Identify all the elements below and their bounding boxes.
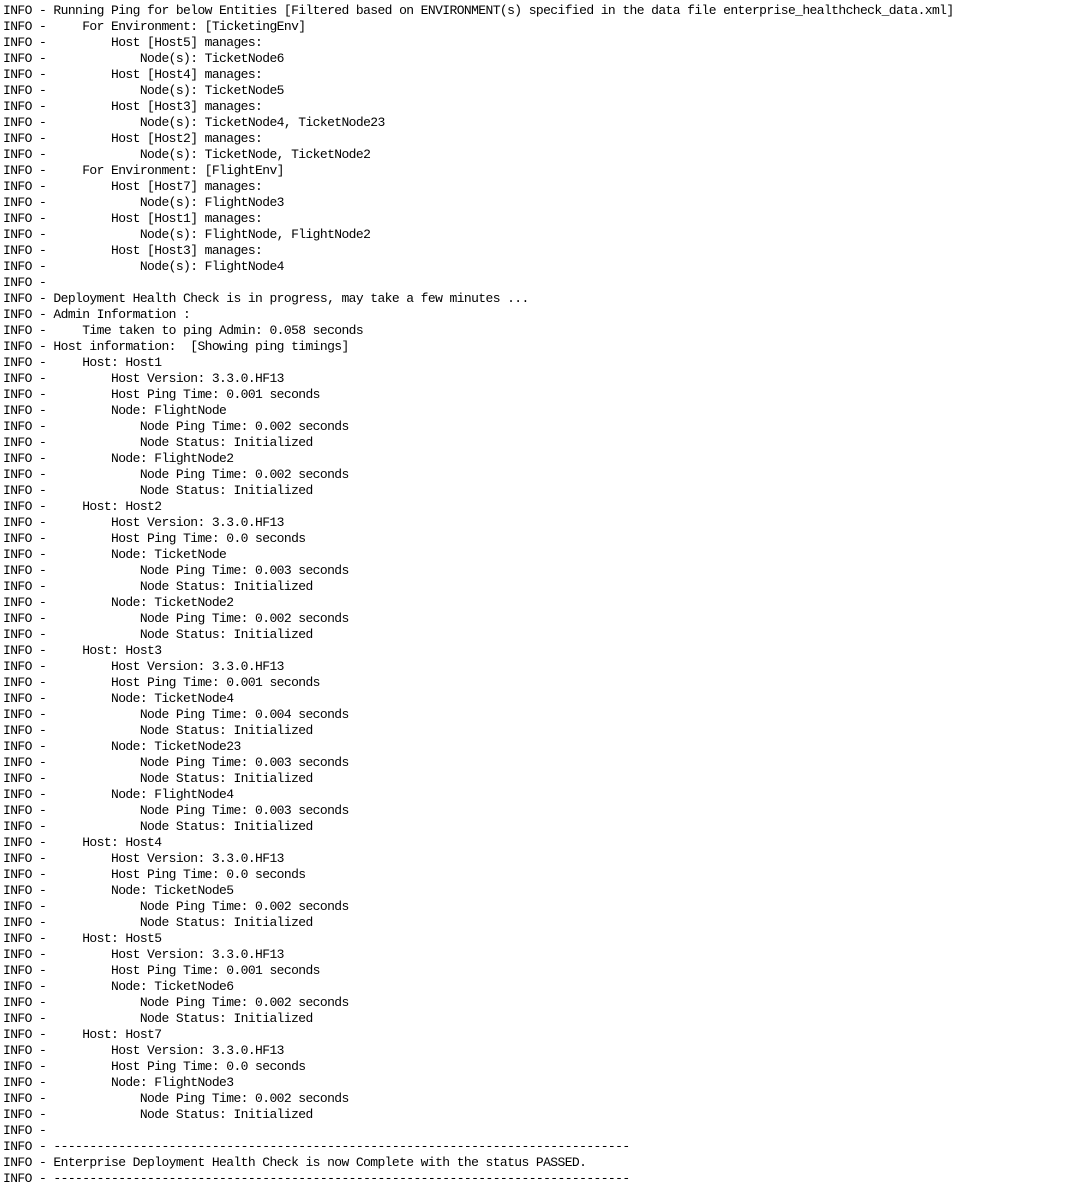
log-message: Host Version: 3.3.0.HF13 (53, 1043, 284, 1058)
log-level-prefix: INFO - (3, 227, 54, 242)
log-level-prefix: INFO - (3, 675, 54, 690)
log-message: Deployment Health Check is in progress, may take a few minutes ... (53, 291, 529, 306)
log-line (3, 419, 1063, 435)
log-message: For Environment: [TicketingEnv] (53, 19, 306, 34)
log-level-prefix: INFO - (3, 179, 54, 194)
log-line (3, 227, 1063, 243)
log-level-prefix: INFO - (3, 947, 54, 962)
log-message: Node(s): TicketNode4, TicketNode23 (53, 115, 385, 130)
log-line (3, 483, 1063, 499)
log-message: Host [Host7] manages: (53, 179, 263, 194)
log-line (3, 403, 1063, 419)
log-line (3, 1027, 1063, 1043)
log-line (3, 147, 1063, 163)
log-level-prefix: INFO - (3, 115, 54, 130)
log-level-prefix: INFO - (3, 499, 54, 514)
log-message: Node: FlightNode2 (53, 451, 234, 466)
log-level-prefix: INFO - (3, 1059, 54, 1074)
log-message: Node(s): FlightNode3 (53, 195, 284, 210)
log-level-prefix: INFO - (3, 307, 54, 322)
log-message: Host Ping Time: 0.001 seconds (53, 387, 320, 402)
log-message: Node Status: Initialized (53, 483, 313, 498)
log-level-prefix: INFO - (3, 1171, 54, 1186)
log-line (3, 675, 1063, 691)
log-line (3, 499, 1063, 515)
log-message: Host [Host3] manages: (53, 99, 263, 114)
log-message: Host [Host3] manages: (53, 243, 263, 258)
log-level-prefix: INFO - (3, 1107, 54, 1122)
log-level-prefix: INFO - (3, 995, 54, 1010)
log-level-prefix: INFO - (3, 787, 54, 802)
log-level-prefix: INFO - (3, 131, 54, 146)
log-line (3, 1139, 1063, 1155)
log-level-prefix: INFO - (3, 1091, 54, 1106)
log-message: Node Status: Initialized (53, 771, 313, 786)
log-message: For Environment: [FlightEnv] (53, 163, 284, 178)
log-level-prefix: INFO - (3, 931, 54, 946)
log-line (3, 1123, 1063, 1139)
log-message: Node: FlightNode (53, 403, 227, 418)
log-line (3, 1059, 1063, 1075)
log-level-prefix: INFO - (3, 211, 54, 226)
log-level-prefix: INFO - (3, 259, 54, 274)
log-line (3, 1107, 1063, 1123)
log-message: Host: Host5 (53, 931, 162, 946)
log-line (3, 83, 1063, 99)
log-level-prefix: INFO - (3, 163, 54, 178)
log-level-prefix: INFO - (3, 323, 54, 338)
log-message: Node: TicketNode2 (53, 595, 234, 610)
log-level-prefix: INFO - (3, 627, 54, 642)
log-line (3, 995, 1063, 1011)
log-line (3, 435, 1063, 451)
log-line (3, 531, 1063, 547)
log-line (3, 899, 1063, 915)
log-line (3, 387, 1063, 403)
log-level-prefix: INFO - (3, 771, 54, 786)
log-level-prefix: INFO - (3, 595, 54, 610)
log-line (3, 1091, 1063, 1107)
log-message: Node Status: Initialized (53, 435, 313, 450)
log-message: Node: FlightNode4 (53, 787, 234, 802)
log-message: Node(s): FlightNode4 (53, 259, 284, 274)
log-level-prefix: INFO - (3, 963, 54, 978)
log-level-prefix: INFO - (3, 755, 54, 770)
log-level-prefix: INFO - (3, 643, 54, 658)
log-message: Node: TicketNode (53, 547, 227, 562)
log-level-prefix: INFO - (3, 563, 54, 578)
log-line (3, 51, 1063, 67)
log-level-prefix: INFO - (3, 275, 54, 290)
log-message: Node Status: Initialized (53, 1011, 313, 1026)
log-message: Host [Host5] manages: (53, 35, 263, 50)
log-message: Node Status: Initialized (53, 627, 313, 642)
log-line (3, 115, 1063, 131)
log-level-prefix: INFO - (3, 835, 54, 850)
log-level-prefix: INFO - (3, 803, 54, 818)
log-line (3, 627, 1063, 643)
log-message: Node Ping Time: 0.002 seconds (53, 419, 349, 434)
log-level-prefix: INFO - (3, 979, 54, 994)
log-line (3, 19, 1063, 35)
log-level-prefix: INFO - (3, 547, 54, 562)
log-message: -------------------------------------------------------------------------------- (53, 1171, 630, 1186)
log-message: Host Version: 3.3.0.HF13 (53, 851, 284, 866)
log-line (3, 275, 1063, 291)
log-message: Node Ping Time: 0.002 seconds (53, 995, 349, 1010)
log-message: Node: TicketNode5 (53, 883, 234, 898)
log-message: Time taken to ping Admin: 0.058 seconds (53, 323, 364, 338)
log-level-prefix: INFO - (3, 1011, 54, 1026)
log-message: Host: Host2 (53, 499, 162, 514)
log-message: Host: Host1 (53, 355, 162, 370)
log-level-prefix: INFO - (3, 51, 54, 66)
log-level-prefix: INFO - (3, 67, 54, 82)
log-level-prefix: INFO - (3, 579, 54, 594)
log-line (3, 611, 1063, 627)
log-message: Host [Host1] manages: (53, 211, 263, 226)
log-line (3, 323, 1063, 339)
log-message: Node Ping Time: 0.002 seconds (53, 611, 349, 626)
log-level-prefix: INFO - (3, 611, 54, 626)
log-level-prefix: INFO - (3, 355, 54, 370)
log-line (3, 643, 1063, 659)
log-line (3, 371, 1063, 387)
log-message: Node Ping Time: 0.002 seconds (53, 467, 349, 482)
log-line (3, 659, 1063, 675)
log-line (3, 691, 1063, 707)
log-message: Host Ping Time: 0.0 seconds (53, 1059, 306, 1074)
log-line (3, 851, 1063, 867)
log-level-prefix: INFO - (3, 1139, 54, 1154)
log-message: Node Status: Initialized (53, 819, 313, 834)
log-message: Host Ping Time: 0.001 seconds (53, 675, 320, 690)
log-level-prefix: INFO - (3, 147, 54, 162)
log-level-prefix: INFO - (3, 467, 54, 482)
log-message: Host Ping Time: 0.0 seconds (53, 531, 306, 546)
log-level-prefix: INFO - (3, 483, 54, 498)
log-level-prefix: INFO - (3, 195, 54, 210)
log-line (3, 787, 1063, 803)
log-line (3, 3, 1063, 19)
log-level-prefix: INFO - (3, 371, 54, 386)
log-line (3, 771, 1063, 787)
log-message: Node: TicketNode6 (53, 979, 234, 994)
log-level-prefix: INFO - (3, 451, 54, 466)
log-line (3, 211, 1063, 227)
log-level-prefix: INFO - (3, 243, 54, 258)
log-message: Host Ping Time: 0.0 seconds (53, 867, 306, 882)
log-line (3, 259, 1063, 275)
log-level-prefix: INFO - (3, 659, 54, 674)
log-level-prefix: INFO - (3, 1027, 54, 1042)
log-line (3, 1011, 1063, 1027)
log-line (3, 979, 1063, 995)
log-message: Node Ping Time: 0.002 seconds (53, 1091, 349, 1106)
log-line (3, 1171, 1063, 1187)
log-message: Running Ping for below Entities [Filtered based on ENVIRONMENT(s) specified in the data file enterprise_healthcheck_data.xml] (53, 3, 954, 18)
log-level-prefix: INFO - (3, 899, 54, 914)
log-level-prefix: INFO - (3, 3, 54, 18)
log-level-prefix: INFO - (3, 1123, 54, 1138)
log-line (3, 243, 1063, 259)
log-line (3, 835, 1063, 851)
log-line (3, 179, 1063, 195)
log-level-prefix: INFO - (3, 739, 54, 754)
log-message: Node Ping Time: 0.003 seconds (53, 803, 349, 818)
log-message: Host Version: 3.3.0.HF13 (53, 515, 284, 530)
log-line (3, 819, 1063, 835)
log-message: Enterprise Deployment Health Check is now Complete with the status PASSED. (53, 1155, 587, 1170)
log-message: Host: Host3 (53, 643, 162, 658)
log-line (3, 35, 1063, 51)
log-line (3, 67, 1063, 83)
log-message: Admin Information : (53, 307, 191, 322)
log-line (3, 195, 1063, 211)
log-message: Node(s): TicketNode6 (53, 51, 284, 66)
log-line (3, 707, 1063, 723)
log-level-prefix: INFO - (3, 387, 54, 402)
log-line (3, 915, 1063, 931)
log-message: Node Ping Time: 0.003 seconds (53, 755, 349, 770)
log-line (3, 579, 1063, 595)
log-level-prefix: INFO - (3, 531, 54, 546)
log-message: Host: Host7 (53, 1027, 162, 1042)
log-level-prefix: INFO - (3, 851, 54, 866)
log-line (3, 547, 1063, 563)
log-message: Node(s): TicketNode, TicketNode2 (53, 147, 371, 162)
log-line (3, 451, 1063, 467)
log-message: Host Version: 3.3.0.HF13 (53, 659, 284, 674)
log-line (3, 563, 1063, 579)
log-level-prefix: INFO - (3, 19, 54, 34)
log-message: Node(s): FlightNode, FlightNode2 (53, 227, 371, 242)
log-line (3, 947, 1063, 963)
log-level-prefix: INFO - (3, 339, 54, 354)
log-level-prefix: INFO - (3, 819, 54, 834)
log-level-prefix: INFO - (3, 515, 54, 530)
log-line (3, 339, 1063, 355)
log-message: Host Version: 3.3.0.HF13 (53, 371, 284, 386)
log-line (3, 963, 1063, 979)
log-level-prefix: INFO - (3, 915, 54, 930)
log-message: Host: Host4 (53, 835, 162, 850)
log-line (3, 595, 1063, 611)
log-message: Host information: [Showing ping timings] (53, 339, 349, 354)
log-message: Node Status: Initialized (53, 1107, 313, 1122)
log-message: Host [Host2] manages: (53, 131, 263, 146)
log-line (3, 803, 1063, 819)
log-line (3, 931, 1063, 947)
log-line (3, 131, 1063, 147)
log-message: -------------------------------------------------------------------------------- (53, 1139, 630, 1154)
log-message: Host [Host4] manages: (53, 67, 263, 82)
log-level-prefix: INFO - (3, 1043, 54, 1058)
log-level-prefix: INFO - (3, 403, 54, 418)
log-level-prefix: INFO - (3, 707, 54, 722)
log-message: Node: TicketNode23 (53, 739, 241, 754)
log-message: Node: FlightNode3 (53, 1075, 234, 1090)
log-level-prefix: INFO - (3, 883, 54, 898)
log-line (3, 739, 1063, 755)
log-level-prefix: INFO - (3, 867, 54, 882)
log-line (3, 1075, 1063, 1091)
log-line (3, 291, 1063, 307)
log-message: Node Ping Time: 0.002 seconds (53, 899, 349, 914)
log-level-prefix: INFO - (3, 35, 54, 50)
log-level-prefix: INFO - (3, 691, 54, 706)
log-level-prefix: INFO - (3, 435, 54, 450)
log-level-prefix: INFO - (3, 1155, 54, 1170)
log-level-prefix: INFO - (3, 723, 54, 738)
log-line (3, 1043, 1063, 1059)
log-message: Node Status: Initialized (53, 915, 313, 930)
log-line (3, 867, 1063, 883)
log-line (3, 307, 1063, 323)
log-line (3, 467, 1063, 483)
log-line (3, 755, 1063, 771)
log-message: Node: TicketNode4 (53, 691, 234, 706)
log-message: Node Ping Time: 0.003 seconds (53, 563, 349, 578)
log-level-prefix: INFO - (3, 83, 54, 98)
log-level-prefix: INFO - (3, 1075, 54, 1090)
log-level-prefix: INFO - (3, 99, 54, 114)
log-message: Node Status: Initialized (53, 723, 313, 738)
log-line (3, 355, 1063, 371)
log-line (3, 883, 1063, 899)
log-message: Node(s): TicketNode5 (53, 83, 284, 98)
log-level-prefix: INFO - (3, 419, 54, 434)
log-message: Host Ping Time: 0.001 seconds (53, 963, 320, 978)
log-line (3, 1155, 1063, 1171)
log-message: Node Status: Initialized (53, 579, 313, 594)
log-line (3, 723, 1063, 739)
log-line (3, 99, 1063, 115)
log-line (3, 515, 1063, 531)
log-line (3, 163, 1063, 179)
log-message: Host Version: 3.3.0.HF13 (53, 947, 284, 962)
console-output (3, 3, 1063, 1187)
log-message: Node Ping Time: 0.004 seconds (53, 707, 349, 722)
log-level-prefix: INFO - (3, 291, 54, 306)
